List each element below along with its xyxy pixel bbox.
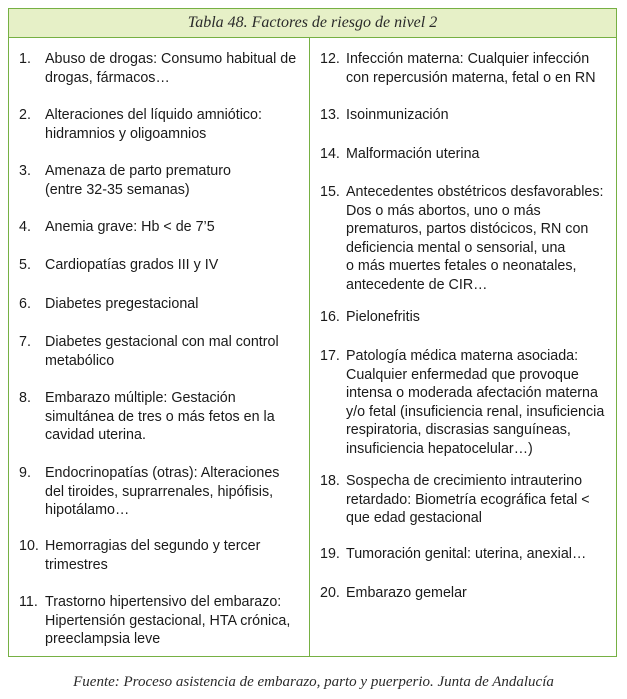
source-caption: Fuente: Proceso asistencia de embarazo, parto y puerperio. Junta de Andalucía — [73, 674, 554, 690]
list-item — [320, 308, 620, 327]
item-text: Trastorno hipertensivo del embarazo: Hipertensión gestacional, HTA crónica, preeclampsia leve — [45, 594, 291, 647]
item-number: 18. — [320, 473, 340, 489]
list-item — [320, 50, 620, 87]
item-text: Embarazo gemelar — [346, 585, 467, 601]
item-number: 1. — [19, 51, 31, 67]
item-text: Embarazo múltiple: Gestación simultánea de tres o más fetos en la cavidad uterina. — [45, 390, 275, 443]
list-item — [19, 333, 309, 370]
item-text: Alteraciones del líquido amniótico: hidramnios y oligoamnios — [45, 107, 262, 142]
item-text: Diabetes pregestacional — [45, 296, 199, 312]
list-item — [320, 472, 620, 528]
item-text: Sospecha de crecimiento intrauterino retardado: Biometría ecográfica fetal < que edad gestacional — [346, 473, 590, 526]
item-number: 11. — [19, 594, 38, 610]
list-item — [320, 106, 620, 125]
item-text: Hemorragias del segundo y tercer trimestres — [45, 538, 261, 573]
item-number: 19. — [320, 546, 340, 562]
item-text: Infección materna: Cualquier infección con repercusión materna, fetal o en RN — [346, 51, 596, 86]
item-text: Endocrinopatías (otras): Alteraciones del tiroides, suprarrenales, hipófisis, hipotálamo… — [45, 465, 280, 518]
item-number: 15. — [320, 184, 340, 200]
list-item — [19, 50, 309, 87]
list-item — [320, 545, 620, 564]
item-number: 14. — [320, 146, 340, 162]
item-text: Cardiopatías grados III y IV — [45, 257, 219, 273]
item-number: 5. — [19, 257, 31, 273]
list-item — [19, 389, 309, 445]
list-item — [19, 537, 309, 574]
right-column — [310, 38, 616, 656]
item-number: 17. — [320, 348, 340, 364]
item-text: Amenaza de parto prematuro (entre 32-35 semanas) — [45, 163, 231, 198]
list-item — [320, 347, 620, 458]
item-number: 2. — [19, 107, 31, 123]
list-item — [19, 295, 309, 314]
list-item — [19, 106, 309, 143]
item-text: Patología médica materna asociada: Cualquier enfermedad que provoque intensa o moderada afectación materna y/o fetal (insuficiencia renal, insuficiencia respiratoria, discrasias sanguíneas, insuficiencia hepatocelular…) — [346, 348, 605, 457]
list-item — [19, 464, 309, 520]
item-number: 13. — [320, 107, 340, 123]
item-text: Malformación uterina — [346, 146, 480, 162]
item-number: 16. — [320, 309, 340, 325]
item-text: Isoinmunización — [346, 107, 449, 123]
list-item — [19, 218, 309, 237]
left-column — [9, 38, 310, 656]
list-item — [19, 593, 309, 649]
item-number: 12. — [320, 51, 340, 67]
item-text: Abuso de drogas: Consumo habitual de drogas, fármacos… — [45, 51, 297, 86]
item-number: 20. — [320, 585, 340, 601]
item-text: Tumoración genital: uterina, anexial… — [346, 546, 587, 562]
list-item — [320, 183, 620, 294]
item-number: 9. — [19, 465, 31, 481]
table-title: Tabla 48. Factores de riesgo de nivel 2 — [9, 9, 616, 38]
item-text: Pielonefritis — [346, 309, 420, 325]
item-number: 10. — [19, 538, 39, 554]
table-body — [9, 38, 616, 656]
item-number: 6. — [19, 296, 31, 312]
item-text: Diabetes gestacional con mal control metabólico — [45, 334, 279, 369]
list-item — [320, 584, 620, 603]
list-item — [19, 162, 309, 199]
item-number: 7. — [19, 334, 31, 350]
item-number: 8. — [19, 390, 31, 406]
item-text: Anemia grave: Hb < de 7’5 — [45, 219, 215, 235]
item-number: 4. — [19, 219, 31, 235]
item-number: 3. — [19, 163, 31, 179]
list-item — [19, 256, 309, 275]
item-text: Antecedentes obstétricos desfavorables: Dos o más abortos, uno o más prematuros, partos distócicos, RN con deficiencia mental o sensorial, una o más muertes fetales o neonatales, antecedente de CIR… — [346, 184, 604, 293]
risk-factors-table — [8, 8, 617, 657]
list-item — [320, 145, 620, 164]
